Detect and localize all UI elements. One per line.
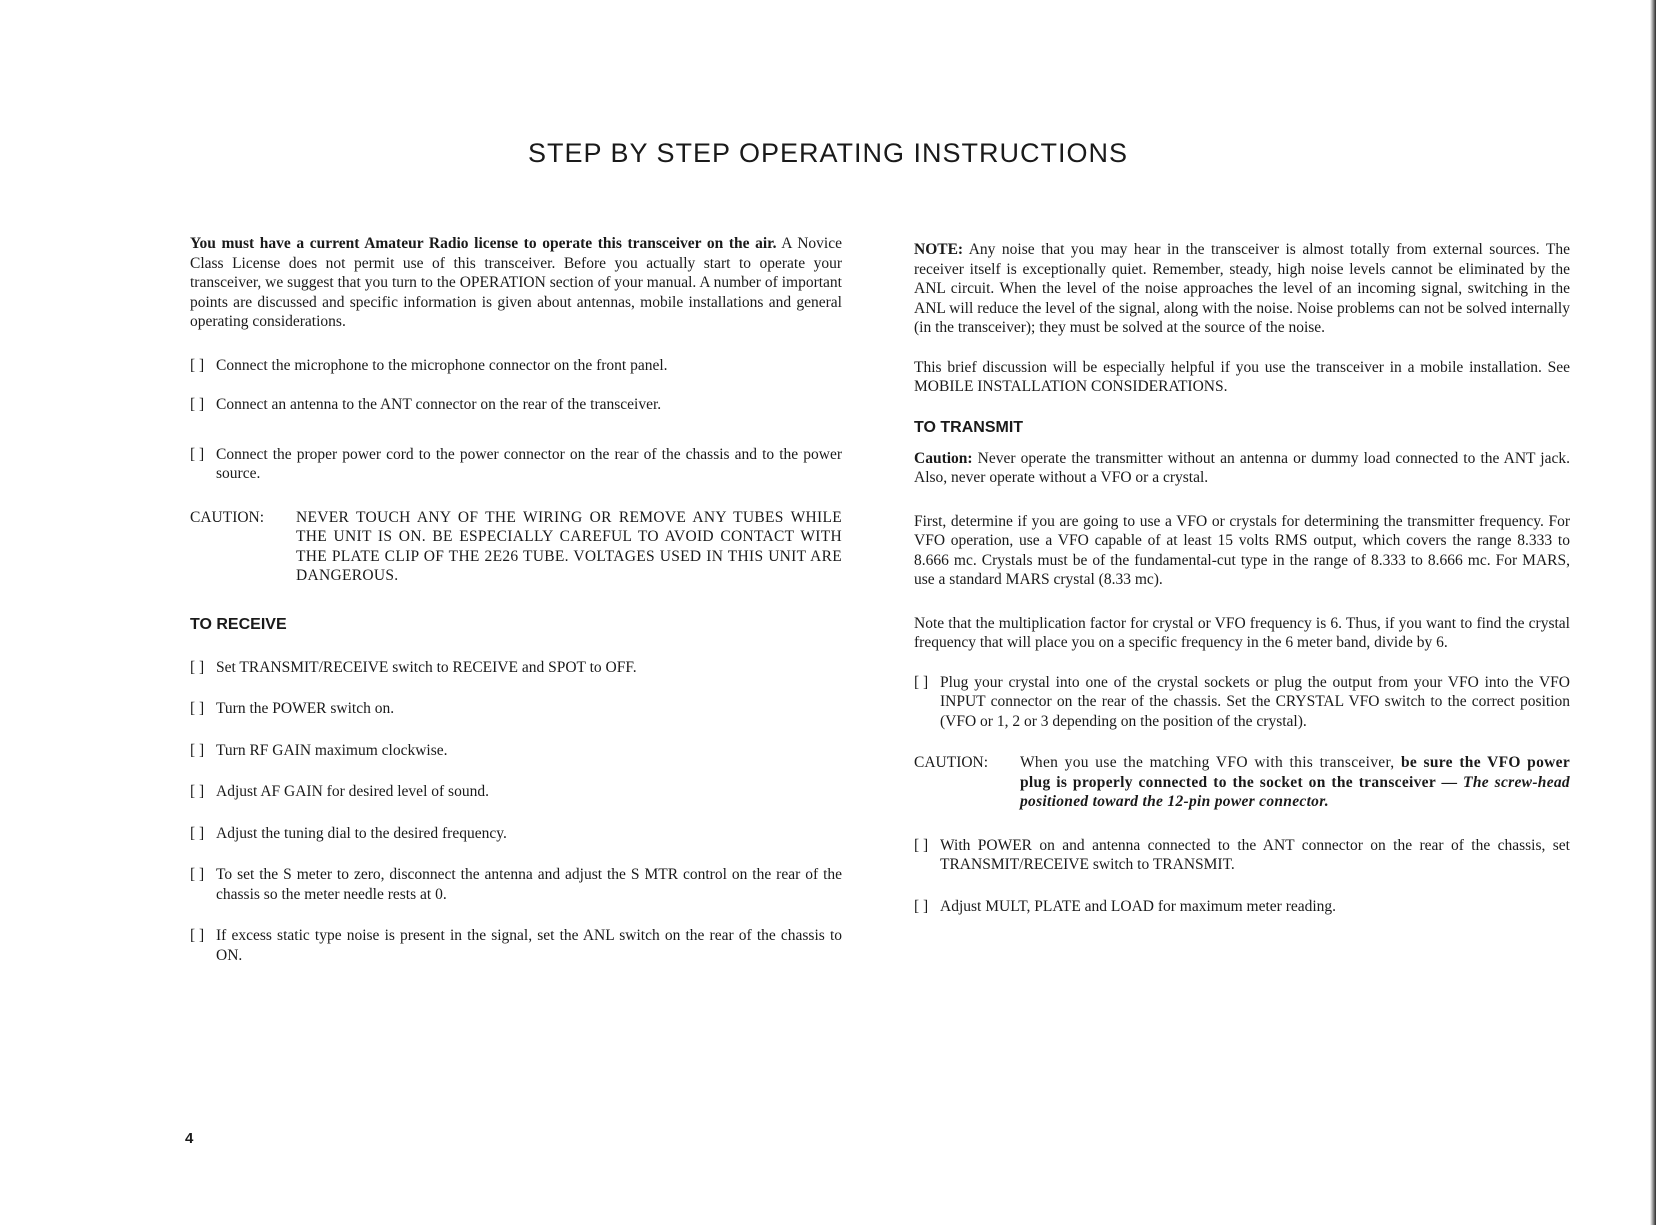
checkbox-icon: [ ] — [190, 824, 205, 842]
caution-block — [190, 508, 842, 586]
receive-step: [ ] If excess static type noise is present in the signal, set the ANL switch on the rear of the chassis to ON. — [190, 927, 842, 964]
receive-step: [ ] Adjust AF GAIN for desired level of sound. — [190, 783, 489, 800]
intro-text: A Novice Class License does not permit use of this transceiver. Before you actually start to operate your transceiver, we suggest that you turn to the OPERATION section of your manual. A number of important points are discussed and specific information is given about antennas, mobile installations and general operating considerations. — [190, 235, 842, 330]
checkbox-icon: [ ] — [914, 673, 929, 691]
checkbox-icon: [ ] — [914, 897, 929, 915]
vfo-caution-block — [914, 753, 1570, 812]
receive-heading: TO RECEIVE — [190, 615, 287, 633]
transmit-step-adjust: [ ] Adjust MULT, PLATE and LOAD for maximum meter reading. — [914, 897, 1337, 915]
frequency-paragraph: First, determine if you are going to use a VFO or crystals for determining the transmitter frequency. For VFO operation, use a VFO capable of at least 15 volts RMS output, which covers the range 8.333 to 8.666 mc. Crystals must be of the fundamental-cut type in the range of 8.333 to 8.666 mc. For MARS, use a standard MARS crystal (8.33 mc). — [914, 512, 1570, 588]
checkbox-icon: [ ] — [190, 445, 205, 463]
checkbox-icon: [ ] — [190, 866, 205, 883]
transmit-caution-paragraph — [914, 449, 1570, 488]
setup-step-microphone: [ ] Connect the microphone to the microphone connector on the front panel. — [190, 356, 668, 374]
multiplication-paragraph: Note that the multiplication factor for crystal or VFO frequency is 6. Thus, if you want to find the crystal frequency that will place you on a specific frequency in the 6 meter band, divide by 6. — [914, 614, 1570, 651]
checkbox-icon: [ ] — [190, 927, 205, 944]
receive-step: [ ] Turn the POWER switch on. — [190, 700, 395, 717]
transmit-caution-text: Never operate the transmitter without an antenna or dummy load connected to the ANT jack. Also, never operate without a VFO or a crystal. — [914, 449, 1570, 486]
right-column — [914, 240, 1570, 938]
note-text: Any noise that you may hear in the transceiver is almost totally from external sources. The receiver itself is exceptionally quiet. Remember, steady, high noise levels cannot be eliminated by the ANL circuit. When the level of the noise approaches the level of an incoming signal, switching in the ANL will reduce the level of the signal, along with the noise. Noise problems can not be solved internally (in the transceiver); they must be solved at the source of the noise. — [914, 241, 1570, 336]
transmit-step-switch: [ ] With POWER on and antenna connected to the ANT connector on the rear of the chassis, set TRANSMIT/RECEIVE switch to TRANSMIT. — [914, 836, 1570, 873]
receive-step: [ ] Set TRANSMIT/RECEIVE switch to RECEIVE and SPOT to OFF. — [190, 658, 637, 676]
receive-step: [ ] To set the S meter to zero, disconnect the antenna and adjust the S MTR control on the rear of the chassis so the meter needle rests at 0. — [190, 866, 842, 903]
setup-step-antenna: [ ] Connect an antenna to the ANT connector on the rear of the transceiver. — [190, 396, 662, 413]
mobile-reference-paragraph: This brief discussion will be especially helpful if you use the transceiver in a mobile installation. See MOBILE INSTALLATION CONSIDERATIONS. — [914, 358, 1570, 395]
license-notice: You must have a current Amateur Radio license to operate this transceiver on the air. — [190, 235, 777, 252]
transmit-heading: TO TRANSMIT — [914, 418, 1024, 436]
page-title: STEP BY STEP OPERATING INSTRUCTIONS — [527, 138, 1129, 168]
note-label: NOTE: — [914, 241, 964, 258]
caution-label: CAUTION: — [190, 508, 265, 526]
checkbox-icon: [ ] — [190, 658, 205, 676]
checkbox-icon: [ ] — [190, 700, 205, 717]
setup-step-power-cord: [ ] Connect the proper power cord to the power connector on the rear of the chassis and to the power source. — [190, 445, 842, 482]
left-column — [190, 234, 842, 987]
transmit-caution-label: Caution: — [914, 449, 973, 467]
checkbox-icon: [ ] — [190, 741, 205, 759]
receive-step: [ ] Turn RF GAIN maximum clockwise. — [190, 741, 448, 759]
page-number: 4 — [185, 1130, 194, 1147]
caution-label: CAUTION: — [914, 754, 989, 771]
checkbox-icon: [ ] — [190, 396, 205, 413]
vfo-caution-text: When you use the matching VFO with this transceiver, be sure the VFO power plug is properly connected to the socket on the transceiver — The screw-head positioned toward the 12-pin power connector. — [1020, 754, 1570, 810]
checkbox-icon: [ ] — [190, 356, 205, 374]
checkbox-icon: [ ] — [190, 783, 205, 800]
checkbox-icon: [ ] — [914, 836, 929, 854]
receive-step: [ ] Adjust the tuning dial to the desired frequency. — [190, 824, 507, 842]
page-edge-shadow — [1650, 0, 1656, 1225]
caution-text: NEVER TOUCH ANY OF THE WIRING OR REMOVE ANY TUBES WHILE THE UNIT IS ON. BE ESPECIALLY CAREFUL TO AVOID CONTACT WITH THE PLATE CLIP OF THE 2E26 TUBE. VOLTAGES USED IN THIS UNIT ARE DANGEROUS. — [296, 508, 842, 584]
transmit-step-crystal: [ ] Plug your crystal into one of the crystal sockets or plug the output from your VFO into the VFO INPUT connector on the rear of the chassis. Set the CRYSTAL VFO switch to the correct position (VFO or 1, 2 or 3 depending on the position of the crystal). — [914, 673, 1570, 730]
intro-paragraph — [190, 234, 842, 332]
noise-note-paragraph — [914, 240, 1570, 338]
